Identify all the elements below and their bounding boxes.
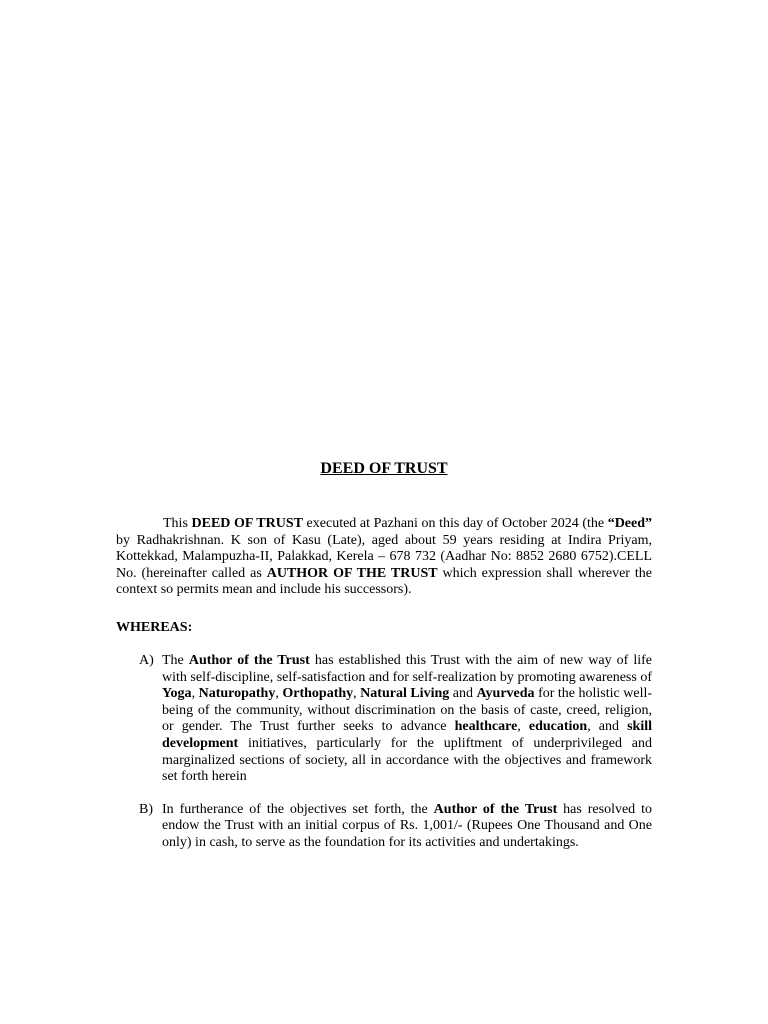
clause-bold: Natural Living [360,686,450,702]
clause-bold: Naturopathy [198,686,276,702]
clause-bold: skill development [162,719,652,751]
clause-bold: Yoga [162,686,192,702]
clause-bold: healthcare [454,719,518,735]
intro-text-2: executed at Pazhani on this day of October 2024 (the [302,516,608,531]
clause-marker: A) [139,652,154,668]
clause-text: , [275,686,283,702]
whereas-heading: WHEREAS: [116,619,193,635]
clause-b [116,802,652,852]
clause-text: , [517,719,529,735]
clause-text: , [191,686,199,702]
intro-text-3: by Radhakrishnan. K son of Kasu (Late), aged about 59 years residing at Indira Priyam, Kottekkad, Malampuzha-II, Palakkad, Kerela – 678 732 (Aadhar No: 8852 2680 6752).CELL No. (hereinafter called as [116,532,652,581]
clause-bold: Author of the Trust [188,652,310,668]
intro-text-4: which expression shall wherever the context so permits mean and include his successors). [116,565,652,598]
document-page [116,458,652,852]
clause-text: for the holistic well-being of the community, without discrimination on the basis of caste, creed, religion, or gender. The Trust further seeks to advance [162,686,653,735]
clause-text: In furtherance of the objectives set forth, the [162,801,434,817]
clause-bold: Ayurveda [476,686,535,702]
clause-bold: Author of the Trust [433,801,558,817]
clause-text: has resolved to endow the Trust with an initial corpus of Rs. 1,001/- (Rupees One Thousand and One only) in cash, to serve as the foundation for its activities and undertakings. [162,801,652,850]
document-title: DEED OF TRUST [320,460,448,477]
intro-text-1: This [163,516,192,531]
clause-a [116,653,652,786]
intro-paragraph [116,516,652,599]
clause-text: , [353,686,361,702]
clause-text: , and [587,719,628,735]
clause-text: initiatives, particularly for the upliftment of underprivileged and marginalized sections of society, all in accordance with the objectives and framework set forth herein [162,735,652,785]
clause-text: The [162,652,189,668]
clause-bold: education [528,719,588,735]
clause-text: has established this Trust with the aim of new way of life with self-discipline, self-satisfaction and for self-realization by promoting awareness of [162,652,652,685]
intro-bold-deed: “Deed” [607,516,653,531]
clause-bold: Orthopathy [282,686,354,702]
intro-bold-deed-of-trust: DEED OF TRUST [191,516,303,531]
clause-marker: B) [139,801,153,817]
intro-bold-author: AUTHOR OF THE TRUST [266,565,438,581]
clause-text: and [449,686,477,702]
